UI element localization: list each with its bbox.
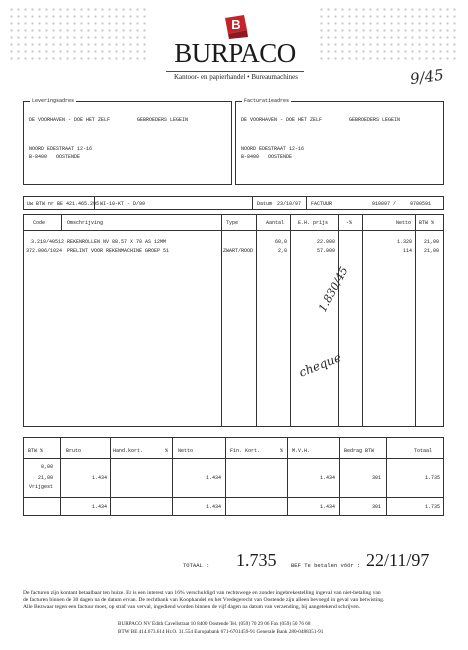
summary-col-2	[110, 437, 111, 516]
items-col-4	[290, 214, 291, 427]
summary-mvh: 1.434	[319, 475, 335, 481]
item-description: REKENROLLEN NV 88.57 X 70 AS 12MM	[67, 239, 167, 245]
summary-header-hand-discount: Hand.kort.	[113, 448, 144, 454]
item-quantity: 60,0	[274, 239, 287, 245]
items-col-1	[61, 214, 62, 230]
item-net: 114	[402, 248, 412, 254]
billing-street: NOORD EDESTRAAT 12-16	[241, 146, 305, 152]
summary-rate: Vrijgest	[28, 484, 53, 490]
col-header-vat: BTW %	[419, 220, 435, 226]
billing-postcode: B-8400	[241, 154, 260, 160]
company-footer-address: BURPACO NV Edith Cavellstraat 10 8400 Oostende Tel. (059) 70 29 06 Fax (059) 50 76 68	[118, 621, 311, 627]
items-col-7	[415, 214, 416, 427]
summary-col-5	[287, 437, 288, 516]
summary-rate: 21,00	[37, 475, 53, 481]
date-label: Datum	[257, 201, 273, 207]
delivery-address-box	[23, 98, 232, 185]
delivery-name-2: GEBROEDERS LEGEIN	[137, 117, 189, 123]
summary-col-1	[60, 437, 61, 516]
items-header-rule	[23, 230, 444, 231]
ref-divider-3	[306, 196, 307, 210]
col-header-net: Netto	[396, 220, 412, 226]
items-table	[23, 214, 444, 427]
summary-vat-amount: 301	[371, 475, 381, 481]
delivery-postcode: B-8400	[29, 154, 48, 160]
summary-bruto: 1.434	[91, 504, 107, 510]
billing-name: DE VOORHAVEN - DOE HET ZELF	[241, 117, 323, 123]
item-code: 3.210/40512	[31, 239, 65, 245]
col-header-code: Code	[33, 220, 46, 226]
logo-rule	[166, 71, 304, 72]
summary-vat-amount: 301	[371, 504, 381, 510]
col-header-type: Type	[226, 220, 239, 226]
document-number: 910097 /	[372, 201, 397, 207]
col-header-description: Omschrijving	[67, 220, 104, 226]
handwritten-cheque-note: cheque	[296, 350, 344, 380]
item-net: 1.320	[396, 239, 412, 245]
due-date: 22/11/97	[366, 550, 430, 570]
billing-address-label: Facturatieadres	[244, 98, 290, 104]
summary-header-netto: Netto	[178, 448, 194, 454]
summary-total: 1.735	[424, 475, 440, 481]
customer-vat-number: Uw BTW nr BE 421.465.295	[27, 201, 100, 207]
summary-mvh: 1.434	[319, 504, 335, 510]
company-name: BURPACO	[174, 38, 296, 68]
items-col-6	[362, 214, 363, 427]
item-code: 372.006/1024	[26, 248, 63, 254]
summary-col-4	[225, 437, 226, 516]
summary-header-bruto: Bruto	[66, 448, 82, 454]
billing-name-2: GEBROEDERS LEGEIN	[349, 117, 401, 123]
item-unit-price: 57.000	[316, 248, 335, 254]
handwritten-amount: 1.830/45	[316, 264, 351, 315]
company-logo	[222, 14, 250, 40]
summary-header-fin-discount: Fin. Kort.	[230, 448, 261, 454]
summary-header-vat-pct: BTW %	[28, 448, 44, 454]
items-col-2	[221, 214, 222, 427]
invoice-date: 23/10/97	[277, 201, 302, 207]
item-description: PRELINT VOOR REKENMACHINE GROEP 51	[67, 248, 170, 254]
item-vat: 21,00	[423, 248, 439, 254]
summary-header-pct-2: %	[280, 448, 284, 454]
items-col-3	[256, 214, 257, 427]
dot-pattern-left	[8, 6, 148, 61]
svg-text:B: B	[231, 17, 241, 32]
summary-netto: 1.434	[205, 504, 221, 510]
summary-rate: 0,00	[40, 464, 53, 470]
summary-header-vat-amount: Bedrag BTW	[344, 448, 375, 454]
summary-header-rule	[23, 458, 444, 459]
item-quantity: 2,0	[277, 248, 287, 254]
payment-terms-line: de facturen binnen de 30 dagen na de datum ervan. De rechtbank van Koophandel en het Vredegerecht van Oostende zijn alleen bevoegd in geval van betwisting.	[23, 597, 385, 603]
summary-bruto: 1.434	[91, 475, 107, 481]
dot-pattern-right	[318, 6, 458, 61]
summary-total: 1.735	[424, 504, 440, 510]
company-tagline: Kantoor- en papierhandel • Bureaumachines	[174, 73, 298, 81]
document-number-2: 9700591	[410, 201, 432, 207]
summary-col-3	[172, 437, 173, 516]
item-vat: 21,00	[423, 239, 439, 245]
col-header-discount: -%	[346, 220, 353, 226]
summary-col-7	[386, 437, 387, 516]
delivery-name: DE VOORHAVEN - DOE HET ZELF	[29, 117, 111, 123]
item-unit-price: 22.000	[316, 239, 335, 245]
col-header-quantity: Aantal	[266, 220, 285, 226]
items-col-5	[338, 214, 339, 427]
due-date-label: BEF Te betalen vóór :	[291, 562, 361, 569]
total-label: TOTAAL :	[183, 562, 210, 569]
payment-terms-line: De facturen zijn kontant betaalbaar ten huize. Er is een interest van 16% verschuldigd van rechtswege en zonder ingebrekestelling ingeval van niet-betaling van	[23, 590, 381, 596]
billing-city: OOSTENDE	[268, 154, 293, 160]
summary-netto: 1.434	[205, 475, 221, 481]
summary-header-total: Totaal	[414, 448, 433, 454]
summary-header-pct-1: %	[165, 448, 169, 454]
delivery-city: OOSTENDE	[56, 154, 81, 160]
handwritten-top-number: 9/45	[408, 65, 445, 89]
billing-address-box	[235, 98, 444, 185]
payment-terms-line: Alle Bezwaar tegen een factuur moet, op straf van verval, ingediend worden binnen de vijf dagen na datum van verzending, bij aangetekend schrijven.	[23, 604, 361, 610]
logo-mark-icon	[222, 14, 250, 40]
summary-col-6	[339, 437, 340, 516]
delivery-street: NOORD EDESTRAAT 12-16	[29, 146, 93, 152]
delivery-address-label: Leveringsadres	[32, 98, 75, 104]
document-type: FACTUUR	[311, 201, 333, 207]
company-footer-registration: BTW BE 414.673.614 Hr.O. 31.554 Europabank 671-6701459-91 Generale Bank 280-0488351-91	[118, 629, 324, 635]
total-amount: 1.735	[236, 550, 277, 570]
summary-header-mvh: M.V.H.	[292, 448, 311, 454]
order-reference: WI-10-KT - D/99	[100, 201, 146, 207]
item-type: ZWART/ROOD	[223, 248, 254, 254]
summary-row-rule	[23, 497, 444, 498]
col-header-unit-price: E.H. prijs	[298, 220, 329, 226]
ref-divider-2	[252, 196, 253, 210]
